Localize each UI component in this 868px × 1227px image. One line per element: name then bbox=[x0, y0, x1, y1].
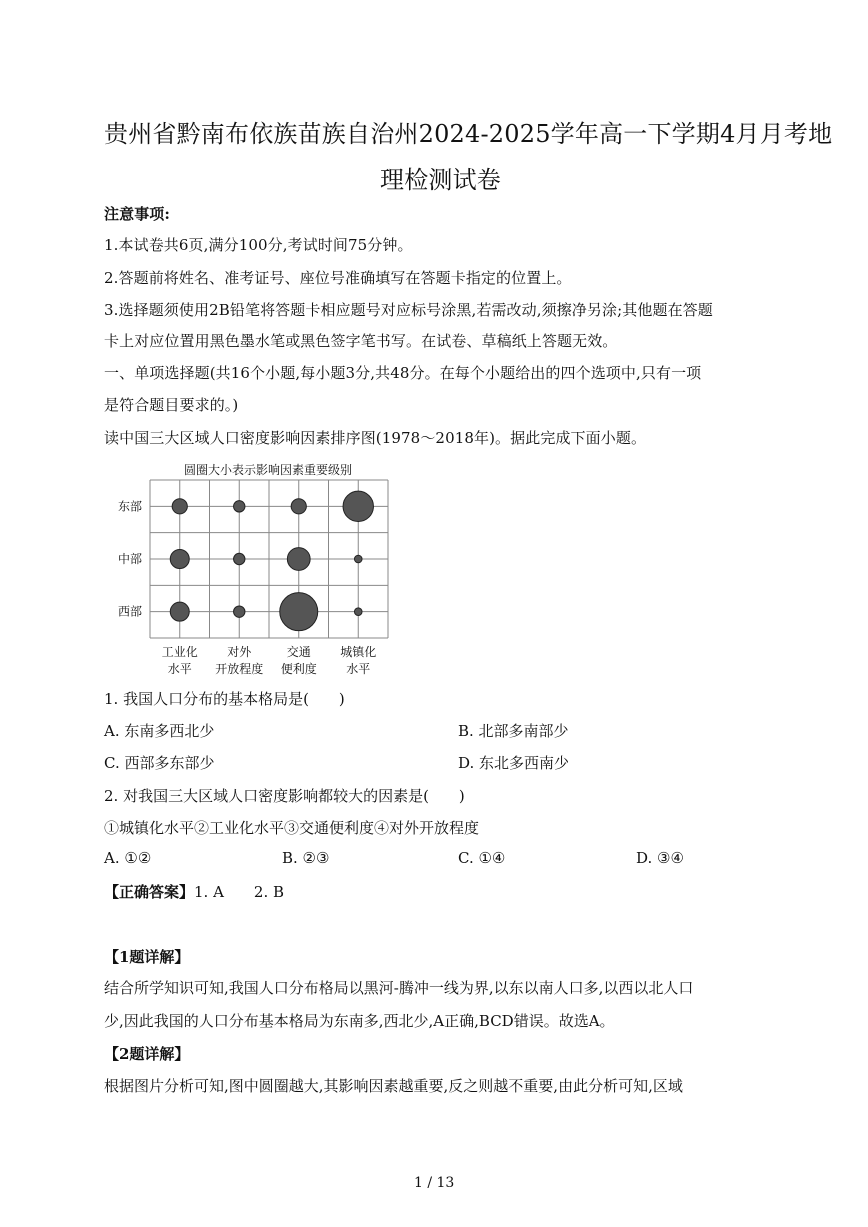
q2-option-b: B. ②③ bbox=[282, 849, 330, 867]
question-2: 2. 对我国三大区域人口密度影响都较大的因素是( ) bbox=[104, 787, 465, 805]
notice-item: 3.选择题须使用2B铅笔将答题卡相应题号对应标号涂黑,若需改动,须擦净另涂;其他题在答题 bbox=[104, 301, 713, 319]
q1-option-a: A. 东南多西北少 bbox=[104, 722, 215, 740]
importance-bubble bbox=[287, 548, 310, 571]
question-stem: 读中国三大区域人口密度影响因素排序图(1978～2018年)。据此完成下面小题。 bbox=[104, 429, 647, 447]
column-label: 便利度 bbox=[280, 662, 317, 676]
section-heading-line1: 一、单项选择题(共16个小题,每小题3分,共48分。在每个小题给出的四个选项中,只有一项 bbox=[104, 364, 702, 382]
row-label: 中部 bbox=[118, 552, 143, 566]
question-1: 1. 我国人口分布的基本格局是( ) bbox=[104, 690, 345, 708]
importance-bubble bbox=[354, 555, 362, 563]
row-label: 东部 bbox=[118, 499, 143, 514]
detail-1-heading: 【1题详解】 bbox=[104, 948, 190, 966]
importance-bubble bbox=[234, 606, 245, 617]
notice-item: 卡上对应位置用黑色墨水笔或黑色签字笔书写。在试卷、草稿纸上答题无效。 bbox=[104, 332, 618, 350]
column-label: 水平 bbox=[346, 662, 371, 676]
column-label: 对外 bbox=[227, 645, 252, 659]
chart-bubbles bbox=[170, 491, 373, 631]
column-label: 水平 bbox=[167, 662, 192, 676]
importance-bubble bbox=[343, 491, 373, 521]
q1-option-c: C. 西部多东部少 bbox=[104, 754, 215, 772]
population-density-factor-chart bbox=[110, 458, 400, 683]
importance-bubble bbox=[280, 593, 318, 631]
detail-2-line: 根据图片分析可知,图中圆圈越大,其影响因素越重要,反之则越不重要,由此分析可知,区域 bbox=[104, 1077, 683, 1095]
q1-option-b: B. 北部多南部少 bbox=[458, 722, 569, 740]
chart-title: 圆圈大小表示影响因素重要级别 bbox=[183, 463, 353, 477]
document-title-line1: 贵州省黔南布依族苗族自治州2024-2025学年高一下学期4月月考地 bbox=[104, 120, 833, 148]
answer-line bbox=[104, 881, 284, 902]
chart-row-labels bbox=[118, 499, 142, 618]
page-number: 1 / 13 bbox=[414, 1175, 455, 1191]
importance-bubble bbox=[291, 499, 306, 514]
detail-2-heading: 【2题详解】 bbox=[104, 1045, 190, 1063]
column-label: 交通 bbox=[286, 645, 311, 659]
column-label: 工业化 bbox=[161, 645, 198, 659]
column-label: 开放程度 bbox=[215, 662, 264, 676]
q2-option-d: D. ③④ bbox=[636, 849, 684, 867]
importance-bubble bbox=[354, 608, 362, 616]
q2-factors: ①城镇化水平②工业化水平③交通便利度④对外开放程度 bbox=[104, 819, 480, 837]
importance-bubble bbox=[170, 550, 189, 569]
importance-bubble bbox=[234, 553, 245, 564]
notice-item: 1.本试卷共6页,满分100分,考试时间75分钟。 bbox=[104, 236, 413, 254]
importance-bubble bbox=[172, 499, 187, 514]
detail-1-line: 少,因此我国的人口分布基本格局为东南多,西北少,A正确,BCD错误。故选A。 bbox=[104, 1012, 615, 1030]
q1-option-d: D. 东北多西南少 bbox=[458, 754, 570, 772]
q2-option-a: A. ①② bbox=[104, 849, 152, 867]
answer-text: 1. A 2. B bbox=[194, 883, 285, 901]
q2-option-c: C. ①④ bbox=[458, 849, 506, 867]
answer-label: 【正确答案】 bbox=[104, 883, 195, 901]
detail-1-line: 结合所学知识可知,我国人口分布格局以黑河-腾冲一线为界,以东以南人口多,以西以北人口 bbox=[104, 979, 694, 997]
notice-item: 2.答题前将姓名、准考证号、座位号准确填写在答题卡指定的位置上。 bbox=[104, 269, 572, 287]
section-heading-line2: 是符合题目要求的。) bbox=[104, 396, 239, 414]
chart-column-labels bbox=[162, 644, 377, 676]
importance-bubble bbox=[170, 602, 189, 621]
document-title-line2: 理检测试卷 bbox=[380, 166, 501, 194]
row-label: 西部 bbox=[118, 604, 143, 619]
notice-heading: 注意事项: bbox=[104, 205, 171, 223]
column-label: 城镇化 bbox=[340, 645, 377, 659]
importance-bubble bbox=[234, 501, 245, 512]
